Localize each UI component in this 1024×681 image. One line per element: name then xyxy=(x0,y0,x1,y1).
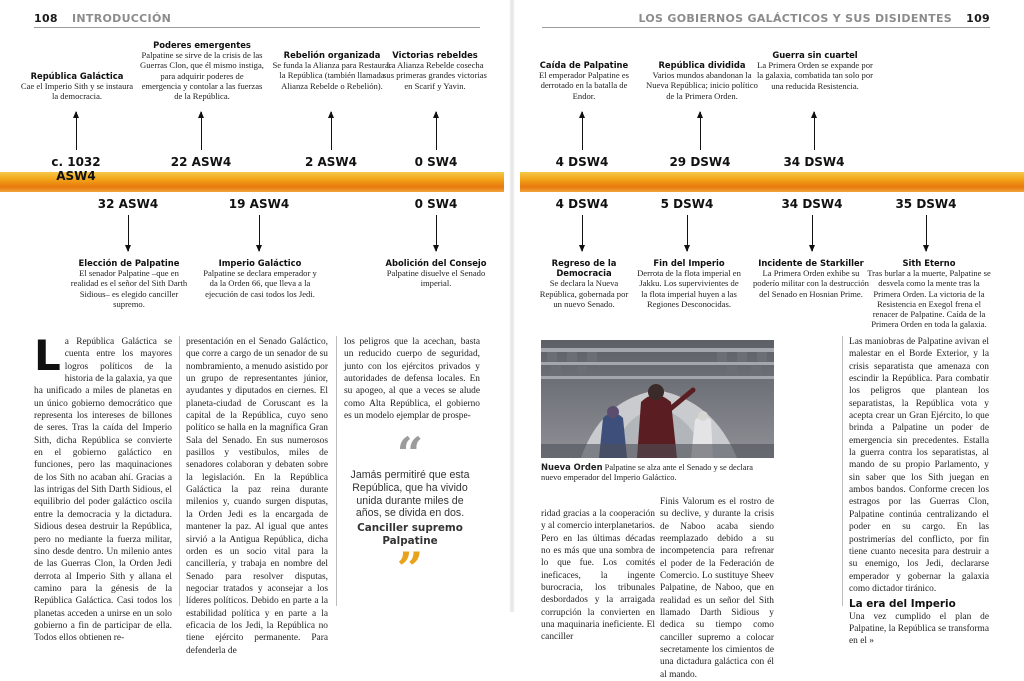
timeline-year: 5 DSW4 xyxy=(660,197,714,211)
timeline-event: República dividida Varios mundos abandonan la Nueva República; inicio político de la Primera Orden. xyxy=(646,60,758,101)
timeline-year: 34 DSW4 xyxy=(783,155,845,169)
timeline-event: Guerra sin cuartel La Primera Orden se expande por la galaxia, combatida tan solo por una reducida Resistencia. xyxy=(757,50,873,91)
body-column-3: los peligros que la acechan, basta un reducido cuerpo de seguridad, junto con los ejércitos privados y autoridades de defensa locales. En su apogeo, al que a veces se alude como Alta República, el gobierno es un modelo ejemplar de prospe- xyxy=(344,337,480,422)
left-header-rule xyxy=(34,27,480,28)
arrow-up-icon xyxy=(582,112,583,150)
timeline-event: Abolición del Consejo Palpatine disuelve el Senado imperial. xyxy=(385,258,487,289)
quote-author: Canciller supremo Palpatine xyxy=(357,522,463,547)
timeline-event: Rebelión organizada Se funda la Alianza para Restaurar la República (también llamada Alianza Rebelde o Rebelión). xyxy=(272,50,392,91)
arrow-up-icon xyxy=(201,112,202,150)
left-page-number: 108 xyxy=(34,12,58,25)
timeline-event: Fin del Imperio Derrota de la flota imperial en Jakku. Los supervivientes de la flota imperial huyen a las Regiones Desconocidas. xyxy=(637,258,741,309)
body-column-3-continued: ridad gracias a la cooperación y al comercio interplanetarios. Pero en las últimas décadas no es más que una sombra de lo que fue. Los comités ineficaces, la ingente burocracia, los tribunales desbordados y la arraigada corrupción la convierten en una maquinaria ineficiente. El canciller xyxy=(541,509,656,643)
senate-scene-illustration xyxy=(541,340,774,458)
timeline-event: Incidente de Starkiller La Primera Orden exhibe su poderío militar con la destrucción del Senado en Hosnian Prime. xyxy=(753,258,869,299)
arrow-up-icon xyxy=(700,112,701,150)
column-divider xyxy=(336,336,337,606)
arrow-up-icon xyxy=(436,112,437,150)
right-header-rule xyxy=(542,27,990,28)
book-gutter xyxy=(509,0,515,612)
right-page-header xyxy=(638,12,990,25)
timeline-bar-right xyxy=(520,172,1024,192)
section-subheading: La era del Imperio xyxy=(849,598,956,611)
timeline-event: Sith Eterno Tras burlar a la muerte, Palpatine se desvela como la mente tras la Primera Orden. La victoria de la Resistencia en Exegol frena el renacer de Palpatine. Caída de la Primera Orden en toda la galaxia. xyxy=(867,258,991,330)
timeline-year: 29 DSW4 xyxy=(669,155,731,169)
arrow-down-icon xyxy=(436,215,437,251)
quote-close-icon: ” xyxy=(396,541,424,596)
drop-cap: L xyxy=(34,331,61,380)
arrow-down-icon xyxy=(582,215,583,251)
caption-text: Palpatine se alza ante el Senado y se declara nuevo emperador del Imperio Galáctico. xyxy=(541,463,754,483)
timeline-event: Imperio Galáctico Palpatine se declara emperador y da la Orden 66, que lleva a la ejecución de casi todos los Jedi. xyxy=(203,258,317,299)
arrow-up-icon xyxy=(331,112,332,150)
timeline-event: Poderes emergentes Palpatine se sirve de la crisis de las Guerras Clon, que él mismo instiga, para adquirir poderes de emergencia y contolar a las fuerzas de la República. xyxy=(140,40,264,102)
column-divider xyxy=(842,336,843,606)
right-page-title: LOS GOBIERNOS GALÁCTICOS Y SUS DISIDENTES xyxy=(638,12,952,25)
arrow-up-icon xyxy=(76,112,77,150)
arrow-down-icon xyxy=(259,215,260,251)
body-column-2: presentación en el Senado Galáctico, que corre a cargo de un senador de su nombramiento, a menudo asistido por un grupo de representantes júnior, ayudantes y diputados en ciernes. El planeta-ciudad de Coruscant es la capital de la República, cuyo seno político se halla en la magnífica Gran Sala del Senado. En sus numerosos pasillos y vestíbulos, miles de senadores colaboran y debaten sobre la legislación. En la República Galáctica la paz reina durante milenios y, cuando surgen disputas, la Orden Jedi es la encargada de mantener la paz. Al igual que antes sirvió a la Antigua República, dicha orden es un socio vital para la cancillería, y trabaja en nombre del Senado para resolver disputas, negociar tratados y aconsejar a los líderes políticos. Debido en parte a la estabilidad política y en parte a la eficacia de los Jedi, la República no tiene ejército permanente. Para defenderla de xyxy=(186,337,328,656)
timeline-year: 22 ASW4 xyxy=(170,155,232,169)
arrow-down-icon xyxy=(812,215,813,251)
caption-title: Nueva Orden xyxy=(541,462,603,472)
timeline-year: 4 DSW4 xyxy=(555,197,609,211)
pull-quote xyxy=(346,427,474,596)
timeline-year: 0 SW4 xyxy=(414,155,458,169)
body-column-4: Finis Valorum es el rostro de su declive, y durante la crisis de Naboo acaba siendo reemplazado debido a su incompetencia para refrenar el poder de la Federación de Comercio. Lo sustituye Sheev Palpatine, de Naboo, que en realidad es un señor del Sith llamado Darth Sidious y dedica su tiempo como canciller supremo a colocar secretamente los cimientos de una dictadura galáctica con él al mando. xyxy=(660,497,774,680)
body-column-1: L a República Galáctica se cuenta entre los mayores logros políticos de la historia de la galaxia, ya que ha unificado a miles de planetas en un único gobierno democrático que representa los intereses de billones de seres. Tras la caída del Imperio Sith, dicha República se convierte en el gobierno galáctico en funciones, pero las maquinaciones de los Sith no acaban ahí. Gracias a las intrigas del Sith Darth Sidious, el equilibrio del poder galáctico oscila entre la democracia y la dictadura. Sidious desea destruir la República, pero no mediante la fuerza militar, sino desde dentro. Un milenio antes de las Guerras Clon, la Orden Jedi derrota al Imperio Sith y allana el camino para la génesis de la República Galáctica. Casi todos los planetas acceden a unirse en un solo gobierno a fin de participar de ella. Todos ellos obtienen re- xyxy=(34,331,173,644)
timeline-year: 2 ASW4 xyxy=(304,155,358,169)
body-column-5: Las maniobras de Palpatine avivan el malestar en el Borde Exterior, y la crisis separatista que amenaza con escindir la República. Para combatir los peligros que plantean los separatistas, la República vota y acepta crear un Gran Ejército, lo que brinda a Palpatine un poder de emergencia sin precedentes. Estalla la guerra contra los separatistas, al mando de su propio Parlamento, y sin saber que los Sith juegan en ambos bandos. Conforme crecen los estragos por las Guerras Clon, Palpatine continúa centralizando el poder en su cargo. En las postrimerías del conflicto, por fin tiene cuanto necesita para destruir a su enemigo, los Jedi, declararse emperador y gobernar la galaxia como dictador tiránico. La era del Imperio Una vez cumplido el plan de Palpatine, la República se transforma en el » xyxy=(849,337,989,647)
column-divider xyxy=(179,336,180,606)
timeline-year: 34 DSW4 xyxy=(781,197,843,211)
timeline-year: 0 SW4 xyxy=(414,197,458,211)
arrow-up-icon xyxy=(814,112,815,150)
timeline-year: 32 ASW4 xyxy=(97,197,159,211)
timeline-year: 4 DSW4 xyxy=(555,155,609,169)
timeline-event: Caída de Palpatine El emperador Palpatine es derrotado en la batalla de Endor. xyxy=(539,60,629,101)
arrow-down-icon xyxy=(128,215,129,251)
timeline-year: 35 DSW4 xyxy=(895,197,957,211)
timeline-event: República Galáctica Cae el Imperio Sith y se instaura la democracia. xyxy=(20,71,134,102)
left-page-title: INTRODUCCIÓN xyxy=(72,12,172,25)
arrow-down-icon xyxy=(926,215,927,251)
left-page-header xyxy=(34,12,171,25)
quote-open-icon: “ xyxy=(396,427,424,481)
quote-text: Jamás permitiré que esta República, que ha vivido unida durante miles de años, se divida en dos. xyxy=(350,469,470,520)
timeline-event: Victorias rebeldes La Alianza Rebelde cosecha sus primeras grandes victorias en Scarif y Yavin. xyxy=(383,50,487,91)
timeline-year: 19 ASW4 xyxy=(228,197,290,211)
timeline-event: Regreso de la Democracia Se declara la Nueva República, gobernada por un nuevo Senado. xyxy=(539,258,629,309)
arrow-down-icon xyxy=(687,215,688,251)
right-page-number: 109 xyxy=(966,12,990,25)
timeline-year: c. 1032 ASW4 xyxy=(51,155,101,183)
timeline-event: Elección de Palpatine El senador Palpatine –que en realidad es el señor del Sith Darth Sidious– es elegido canciller supremo. xyxy=(70,258,188,309)
photo-caption xyxy=(541,462,774,483)
senate-photo xyxy=(541,340,774,458)
